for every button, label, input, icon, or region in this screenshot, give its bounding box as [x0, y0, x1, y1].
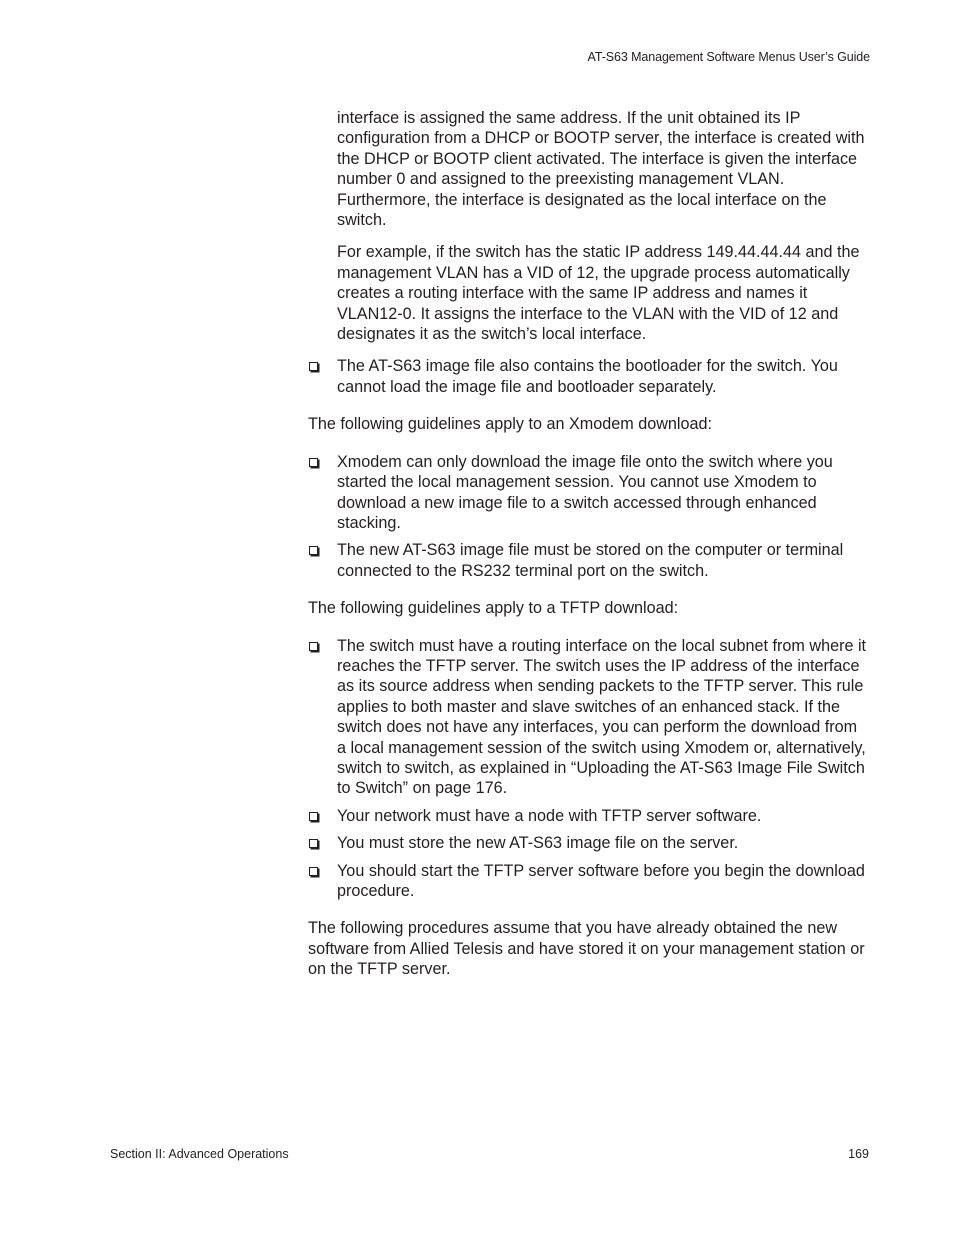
- page-body: [308, 108, 870, 980]
- tftp-bullet-list: [308, 636, 870, 902]
- continued-paragraph-1: interface is assigned the same address. If the unit obtained its IP configuration from a DHCP or BOOTP server, the interface is created with the DHCP or BOOTP client activated. The interface is given the interface number 0 and assigned to the preexisting management VLAN. Furthermore, the interface is designated as the local interface on the switch.: [337, 109, 865, 230]
- closing-paragraph: The following procedures assume that you have already obtained the new software from Allied Telesis and have stored it on your management station or on the TFTP server.: [308, 919, 865, 979]
- list-item: [308, 806, 870, 826]
- list-item-text: Xmodem can only download the image file onto the switch where you started the local management session. You cannot use Xmodem to download a new image file to a switch accessed through enhanced stacking.: [337, 452, 833, 532]
- list-item-text: The switch must have a routing interface on the local subnet from where it reaches the TFTP server. The switch uses the IP address of the interface as its source address when sending packets to the TFTP server. This rule applies to both master and slave switches of an enhanced stack. If the switch does not have any interfaces, you can perform the download from a local management session of the switch using Xmodem or, alternatively, switch to switch, as explained in “Uploading the AT-S63 Image File Switch to Switch” on page 176.: [337, 636, 867, 798]
- list-item-text: You should start the TFTP server software before you begin the download procedure.: [337, 861, 865, 900]
- list-item: [308, 636, 870, 799]
- running-header-title: AT-S63 Management Software Menus User’s Guide: [587, 50, 870, 64]
- bullet-box-icon: [309, 546, 318, 555]
- tftp-intro: The following guidelines apply to a TFTP download:: [308, 599, 679, 618]
- xmodem-intro: The following guidelines apply to an Xmodem download:: [308, 415, 713, 434]
- list-item: [308, 861, 870, 902]
- list-item: [308, 540, 870, 581]
- continued-paragraph-2: For example, if the switch has the static IP address 149.44.44.44 and the management VLAN has a VID of 12, the upgrade process automatically creates a routing interface with the same IP address and names it VLAN12-0. It assigns the interface to the VLAN with the VID of 12 and designates it as the switch’s local interface.: [337, 243, 860, 344]
- bullet-box-icon: [309, 458, 318, 467]
- footer-section-label: Section II: Advanced Operations: [110, 1147, 289, 1161]
- bullet-box-icon: [309, 642, 318, 651]
- bullet-box-icon: [309, 867, 318, 876]
- footer-page-number: 169: [848, 1147, 869, 1161]
- list-item-text: Your network must have a node with TFTP server software.: [337, 806, 762, 825]
- general-bullet-list: [308, 356, 870, 397]
- list-item-text: The AT-S63 image file also contains the bootloader for the switch. You cannot load the image file and bootloader separately.: [337, 357, 838, 396]
- list-item: [308, 356, 870, 397]
- xmodem-bullet-list: [308, 452, 870, 581]
- list-item-text: You must store the new AT-S63 image file on the server.: [337, 834, 739, 853]
- list-item: [308, 452, 870, 534]
- list-item: [308, 833, 870, 853]
- bullet-box-icon: [309, 362, 318, 371]
- list-item-text: The new AT-S63 image file must be stored on the computer or terminal connected to the RS232 terminal port on the switch.: [337, 541, 844, 580]
- bullet-box-icon: [309, 839, 318, 848]
- bullet-box-icon: [309, 812, 318, 821]
